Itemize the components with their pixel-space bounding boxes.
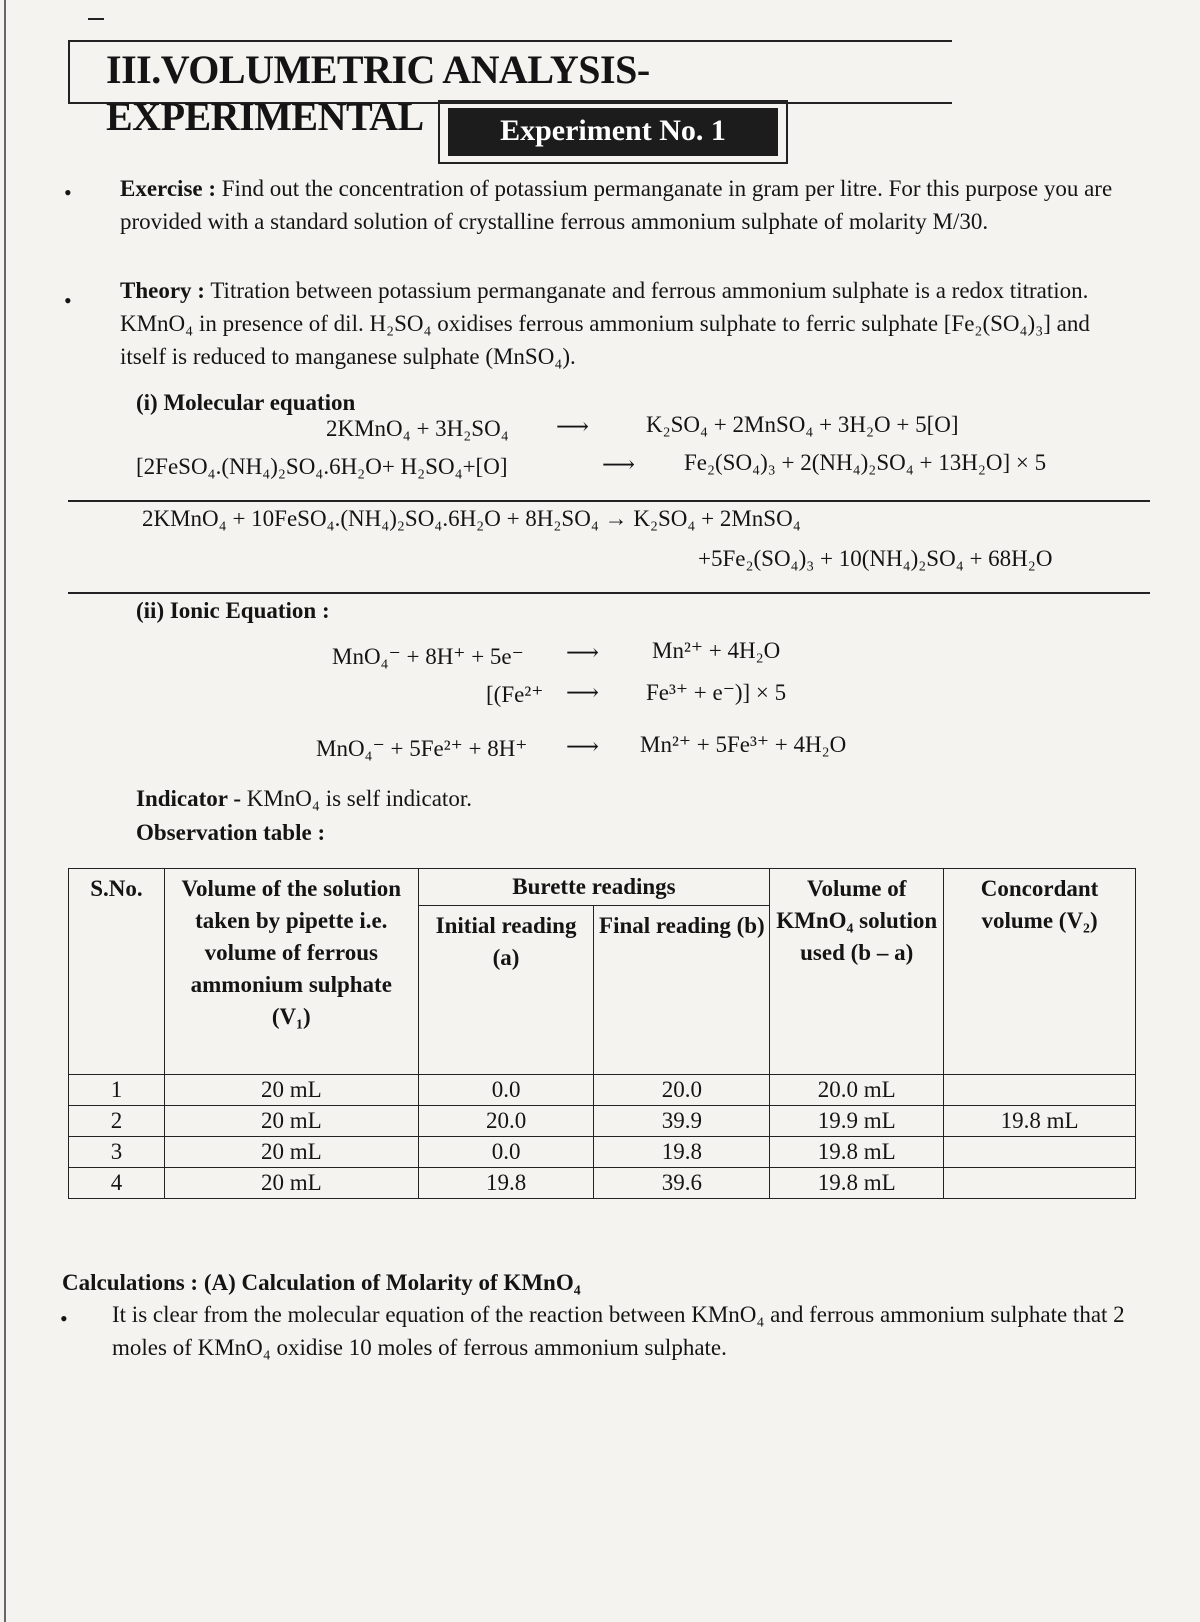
header-burette: Burette readings <box>418 869 770 906</box>
cell-sno: 1 <box>69 1075 165 1106</box>
mol-eq1-lhs: 2KMnO₄ + 3H₂SO₄ <box>326 416 509 441</box>
cell-used: 19.8 mL <box>770 1137 944 1168</box>
experiment-badge-label: Experiment No. 1 <box>448 108 778 156</box>
theory-label: Theory : <box>120 278 205 303</box>
calculations-heading: Calculations : (A) Calculation of Molarity of KMnO₄ <box>62 1270 581 1295</box>
cell-concordant: 19.8 mL <box>944 1106 1136 1137</box>
exercise-text: Find out the concentration of potassium permanganate in gram per litre. For this purpose you are provided with a standard solution of crystalline ferrous ammonium sulphate of molarity M/30. <box>120 176 1113 234</box>
mol-eq1-rhs: K₂SO₄ + 2MnSO₄ + 3H₂O + 5[O] <box>646 412 959 437</box>
header-final: Final reading (b) <box>594 906 770 1075</box>
theory-paragraph <box>120 274 1120 373</box>
sum-rule <box>68 500 1150 502</box>
cell-volume: 20 mL <box>164 1075 418 1106</box>
ion-eq1-rhs: Mn²⁺ + 4H₂O <box>652 638 781 663</box>
ion-eq2-lhs: [(Fe²⁺ <box>486 682 544 707</box>
cell-volume: 20 mL <box>164 1168 418 1199</box>
observation-table <box>68 868 1136 1199</box>
cell-final: 19.8 <box>594 1137 770 1168</box>
table-row <box>69 1168 1136 1199</box>
ion-net-rhs: Mn²⁺ + 5Fe³⁺ + 4H₂O <box>640 732 847 757</box>
header-volume: Volume of the solution taken by pipette i.e. volume of ferrous ammonium sulphate (V₁) <box>164 869 418 1075</box>
header-concordant: Concordant volume (V₂) <box>944 869 1136 1075</box>
calculations-text: It is clear from the molecular equation of the reaction between KMnO₄ and ferrous ammonium sulphate that 2 moles of KMnO₄ oxidise 10 moles of ferrous ammonium sulphate. <box>112 1302 1125 1360</box>
cell-concordant-empty <box>944 1075 1136 1106</box>
ionic-heading: (ii) Ionic Equation : <box>136 598 330 623</box>
header-used: Volume of KMnO₄ solution used (b – a) <box>770 869 944 1075</box>
bullet-icon: • <box>64 180 72 205</box>
observation-heading: Observation table : <box>136 820 326 845</box>
mol-eq2-lhs: [2FeSO₄.(NH₄)₂SO₄.6H₂O+ H₂SO₄+[O] <box>136 454 508 479</box>
cell-concordant-empty <box>944 1168 1136 1199</box>
cell-initial: 19.8 <box>418 1168 594 1199</box>
reaction-arrow-icon: ⟶ <box>566 640 599 665</box>
ion-eq2-rhs: Fe³⁺ + e⁻)] × 5 <box>646 680 787 705</box>
header-initial: Initial reading (a) <box>418 906 594 1075</box>
indicator-label: Indicator - <box>136 786 241 811</box>
reaction-arrow-icon: ⟶ <box>566 734 599 759</box>
mol-net-line2: +5Fe₂(SO₄)₃ + 10(NH₄)₂SO₄ + 68H₂O <box>698 546 1053 571</box>
top-dash <box>88 18 104 20</box>
table-row <box>69 1075 1136 1106</box>
cell-sno: 3 <box>69 1137 165 1168</box>
cell-final: 39.9 <box>594 1106 770 1137</box>
indicator-text: KMnO₄ is self indicator. <box>246 786 472 811</box>
reaction-arrow-icon: ⟶ <box>566 680 599 705</box>
bullet-icon: • <box>60 1306 68 1331</box>
cell-volume: 20 mL <box>164 1137 418 1168</box>
cell-final: 39.6 <box>594 1168 770 1199</box>
cell-initial: 20.0 <box>418 1106 594 1137</box>
table-row <box>69 1106 1136 1137</box>
mol-net-line1: 2KMnO₄ + 10FeSO₄.(NH₄)₂SO₄.6H₂O + 8H₂SO₄ → K₂SO₄ + 2MnSO₄ <box>142 506 801 531</box>
cell-initial: 0.0 <box>418 1075 594 1106</box>
cell-final: 20.0 <box>594 1075 770 1106</box>
indicator-line <box>136 782 472 815</box>
table-row <box>69 1137 1136 1168</box>
exercise-label: Exercise : <box>120 176 217 201</box>
cell-used: 19.8 mL <box>770 1168 944 1199</box>
cell-used: 20.0 mL <box>770 1075 944 1106</box>
reaction-arrow-icon: ⟶ <box>602 452 635 477</box>
cell-concordant-empty <box>944 1137 1136 1168</box>
header-sno: S.No. <box>69 869 165 1075</box>
chapter-title: III.VOLUMETRIC ANALYSIS-EXPERIMENTAL <box>106 47 650 139</box>
page-edge <box>4 0 6 1622</box>
experiment-badge <box>438 100 788 164</box>
exercise-paragraph <box>120 172 1120 238</box>
mol-eq2-rhs: Fe₂(SO₄)₃ + 2(NH₄)₂SO₄ + 13H₂O] × 5 <box>684 450 1047 475</box>
ion-eq1-lhs: MnO₄⁻ + 8H⁺ + 5e⁻ <box>332 644 524 669</box>
cell-volume: 20 mL <box>164 1106 418 1137</box>
cell-initial: 0.0 <box>418 1137 594 1168</box>
ion-net-lhs: MnO₄⁻ + 5Fe²⁺ + 8H⁺ <box>316 736 528 761</box>
theory-text: Titration between potassium permanganate and ferrous ammonium sulphate is a redox titration. KMnO₄ in presence of dil. H₂SO₄ oxidises ferrous ammonium sulphate to ferric sulphate [Fe₂(SO₄)₃] and itself is reduced to manganese sulphate (MnSO₄). <box>120 278 1090 369</box>
cell-sno: 4 <box>69 1168 165 1199</box>
bullet-icon: • <box>64 288 72 313</box>
cell-used: 19.9 mL <box>770 1106 944 1137</box>
cell-sno: 2 <box>69 1106 165 1137</box>
reaction-arrow-icon: ⟶ <box>556 414 589 439</box>
molecular-heading: (i) Molecular equation <box>136 390 356 415</box>
